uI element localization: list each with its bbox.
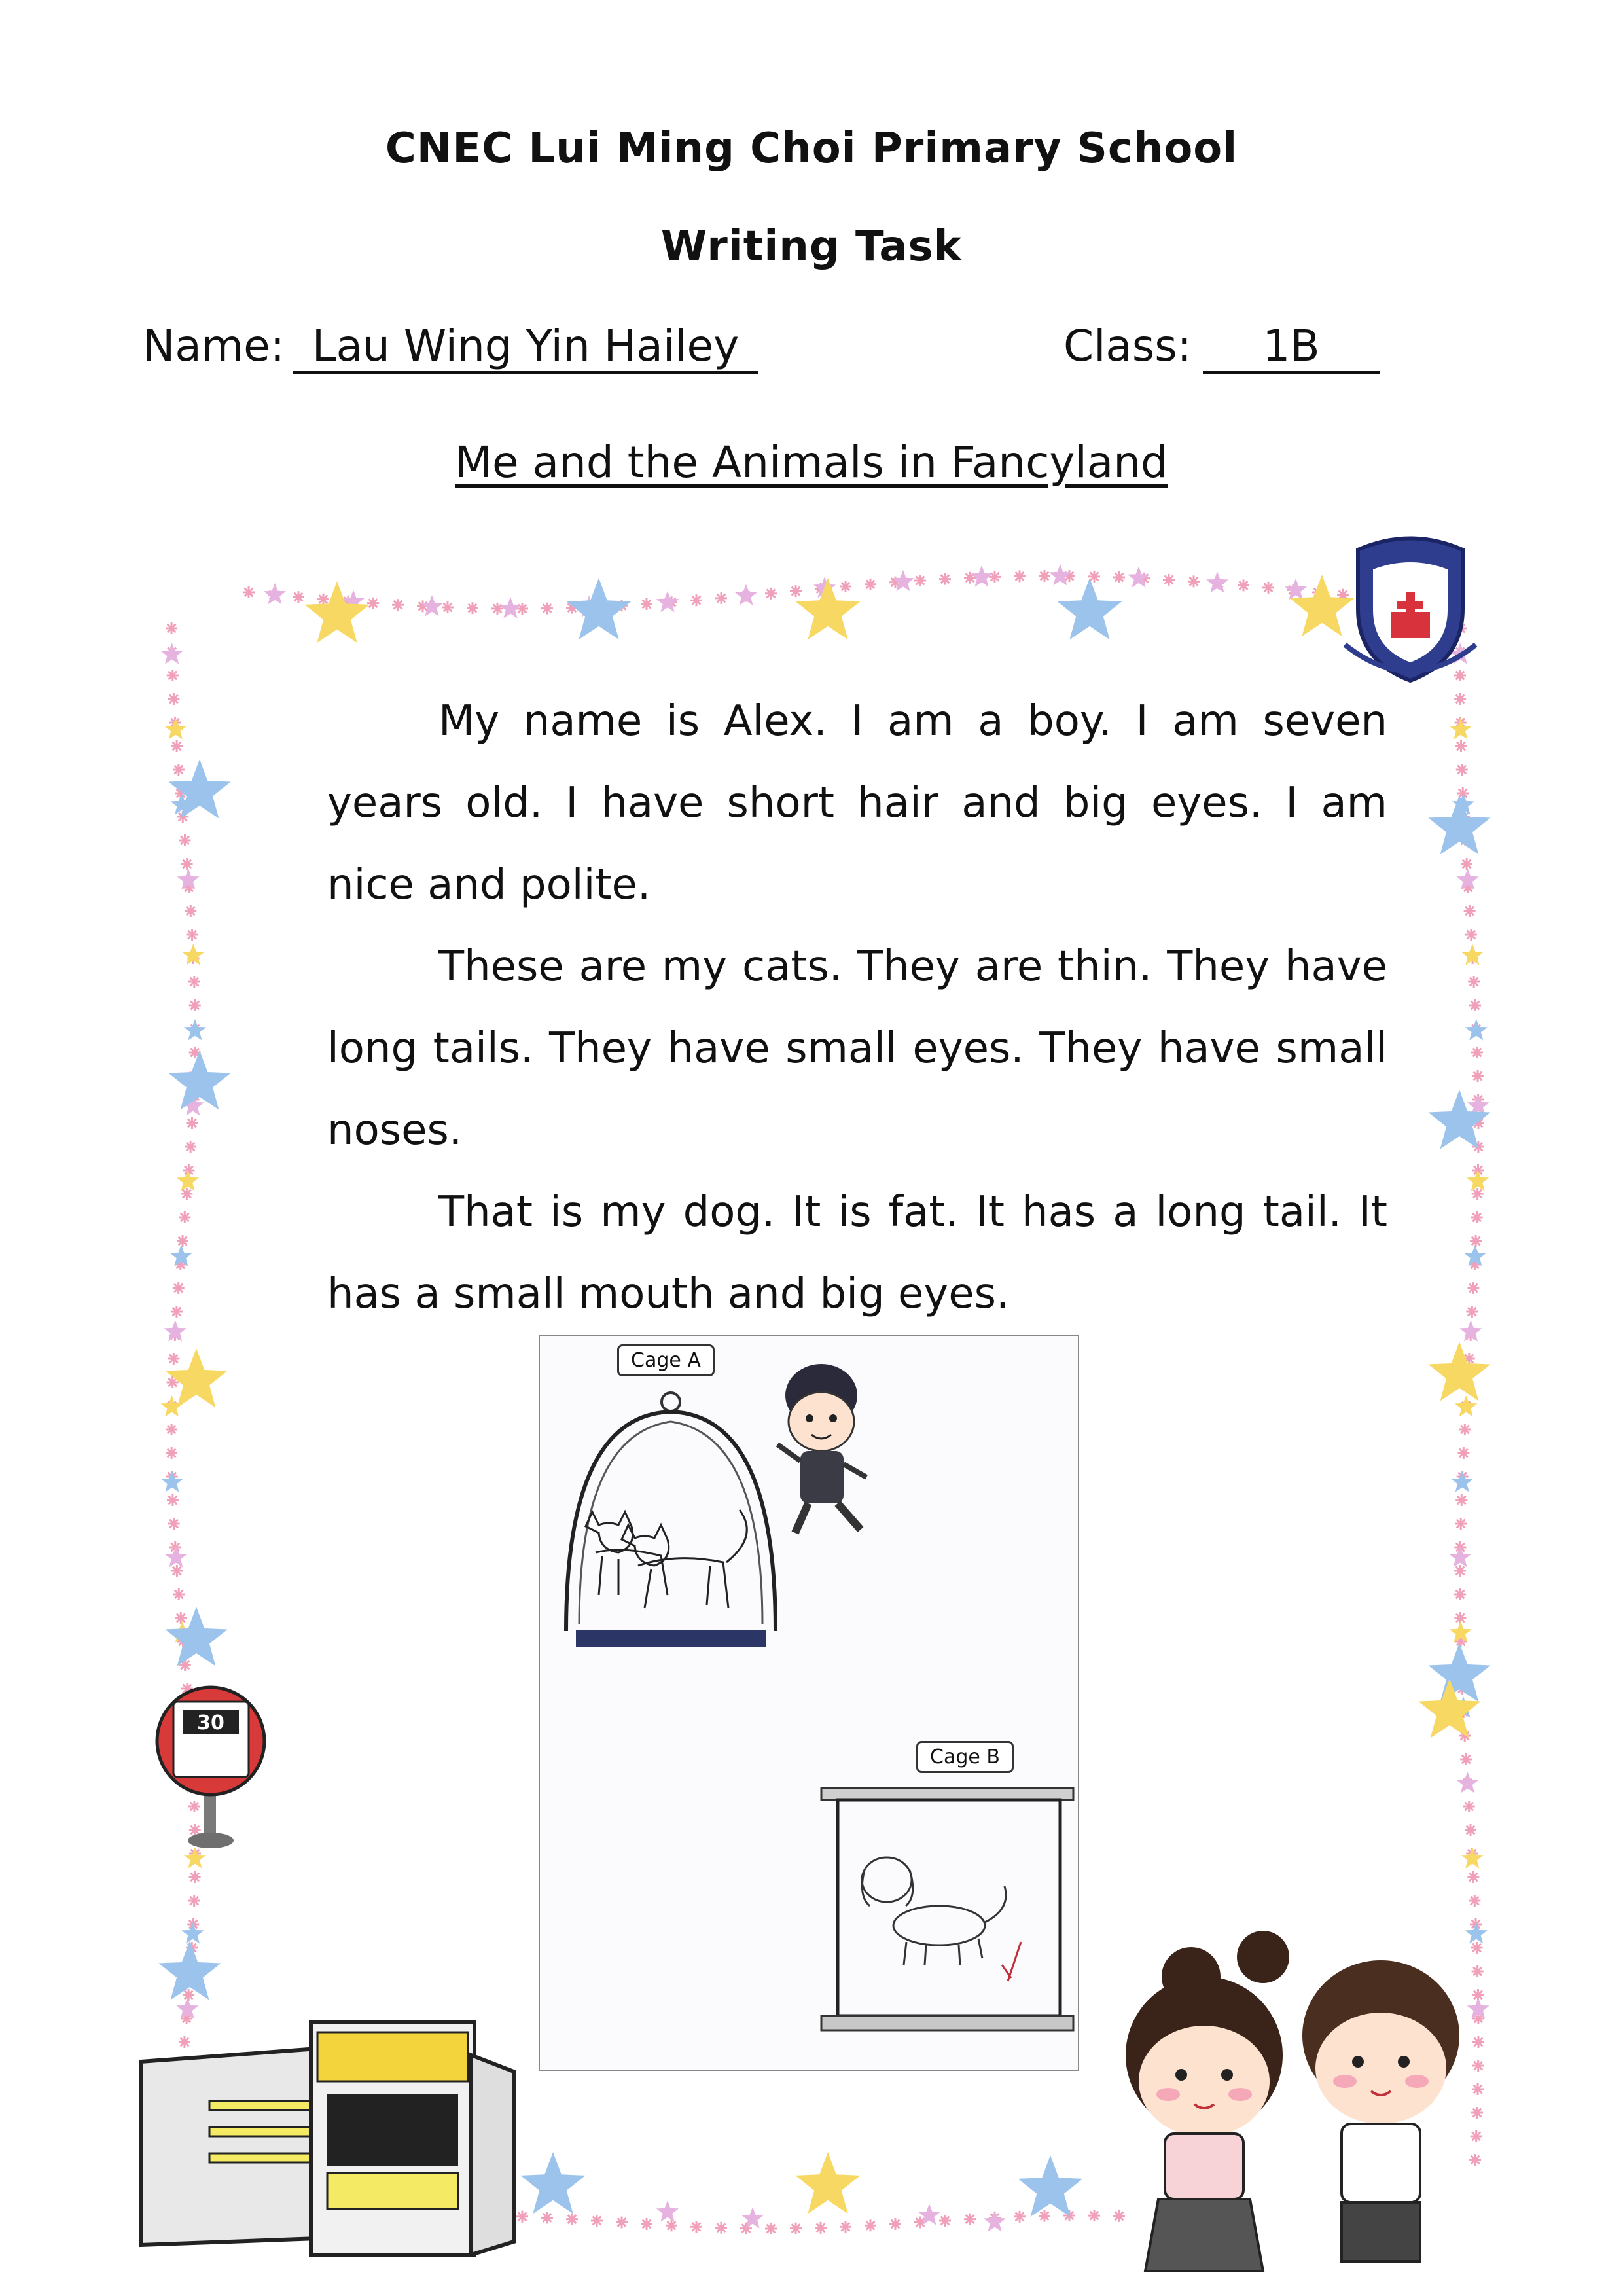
school-crest-icon <box>1345 539 1476 681</box>
cage-b-label: Cage B <box>916 1741 1014 1773</box>
svg-text:30: 30 <box>197 1712 224 1734</box>
cage-a-label: Cage A <box>617 1344 715 1376</box>
paragraph-2: These are my cats. They are thin. They have long tails. They have small eyes. They have small noses. <box>327 942 1387 1155</box>
paragraph-3: That is my dog. It is fat. It has a long tail. It has a small mouth and big eyes. <box>327 1188 1387 1318</box>
class-label: Class: <box>1063 321 1192 371</box>
task-title: Writing Task <box>660 223 963 271</box>
school-name: CNEC Lui Ming Choi Primary School <box>385 124 1238 173</box>
paragraph-1: My name is Alex. I am a boy. I am seven years old. I have short hair and big eyes. I am nice and polite. <box>327 697 1387 909</box>
class-value: 1B <box>1203 321 1380 374</box>
bus-stop-icon <box>157 1687 264 1848</box>
story-title: Me and the Animals in Fancyland <box>455 437 1168 488</box>
name-value: Lau Wing Yin Hailey <box>293 321 758 374</box>
name-label: Name: <box>143 321 285 371</box>
school-building-icon <box>141 2022 514 2255</box>
boy-mascot-icon <box>1302 1960 1459 2261</box>
girl-mascot-icon <box>1126 1931 1289 2271</box>
